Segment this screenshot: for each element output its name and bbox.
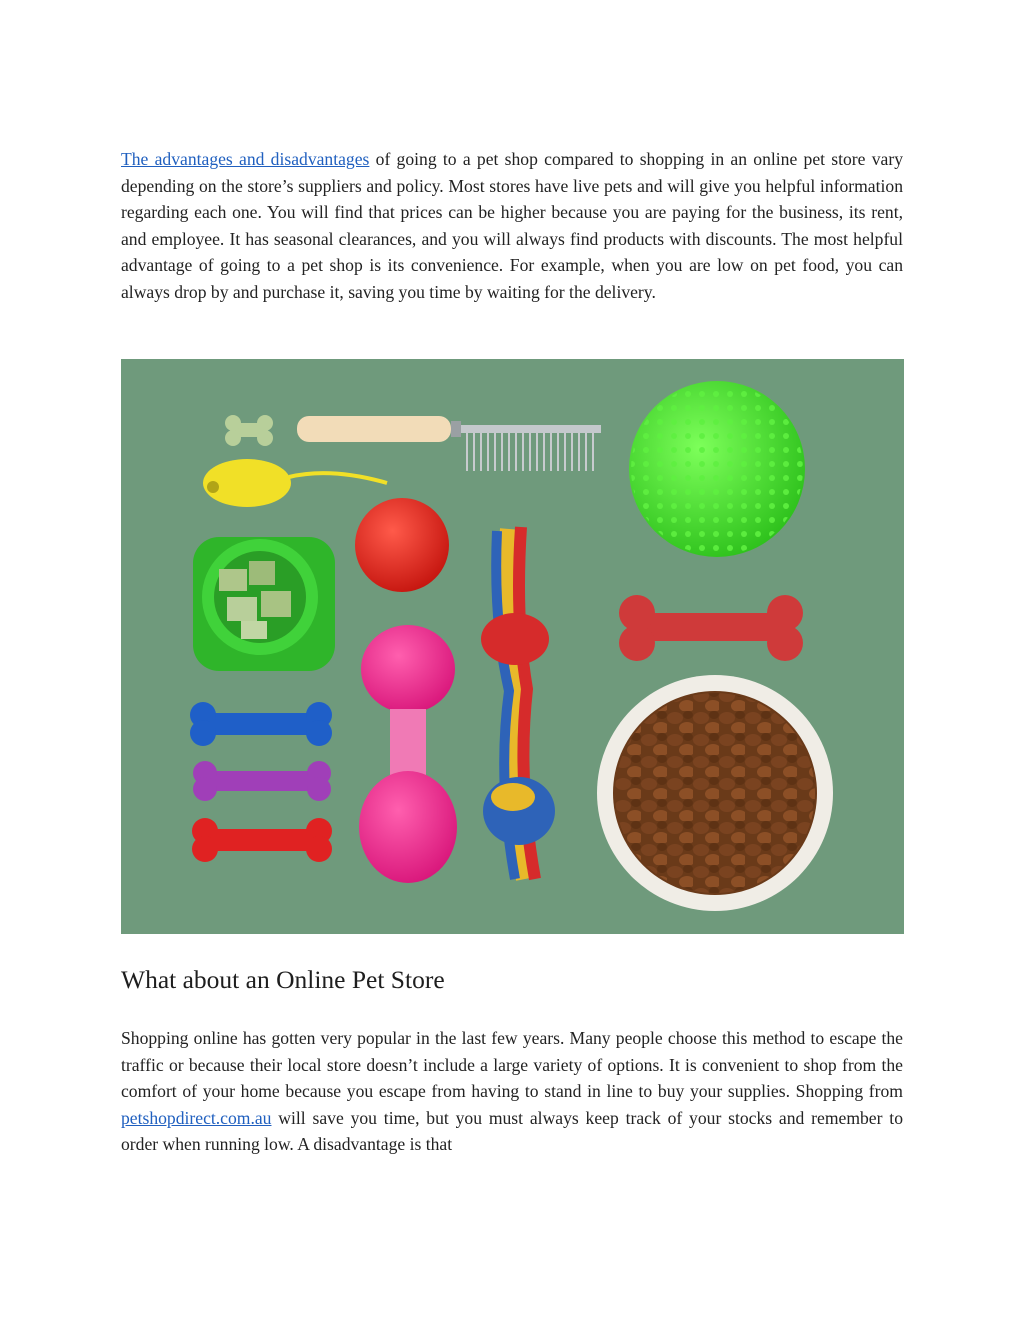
online-store-paragraph [121,1025,903,1158]
kibble-bowl [597,675,833,911]
advantages-link[interactable]: The advantages and disadvantages [121,149,370,169]
online-paragraph-text-before: Shopping online has gotten very popular in the last few years. Many people choose this method to escape the traffic or because their local store doesn’t include a large variety of options. It is convenient to shop from the comfort of your home because you escape from having to stand in line to buy your supplies. Shopping from [121,1028,903,1102]
intro-paragraph [121,146,903,306]
red-ball [355,498,449,592]
online-paragraph-text-after: will save you time, but you must always keep track of your stocks and remember to order when running low. A disadvantage is that [121,1107,903,1155]
intro-paragraph-text: of going to a pet shop compared to shopping in an online pet store vary depending on the store’s suppliers and policy. Most stores have live pets and will give you helpful information regarding each one. You will find that prices can be higher because you are paying for the business, its rent, and employee. It has seasonal clearances, and you will always find products with discounts. The most helpful advantage of going to a pet shop is its convenience. For example, when you are low on pet food, you can always drop by and purchase it, saving you time by waiting for the delivery. [121,149,903,302]
treat-bowl [193,537,335,671]
section-heading: What about an Online Pet Store [121,965,445,994]
spiky-ball [629,381,805,557]
pet-supplies-photo [121,359,904,934]
petshopdirect-link[interactable]: petshopdirect.com.au [121,1107,272,1128]
